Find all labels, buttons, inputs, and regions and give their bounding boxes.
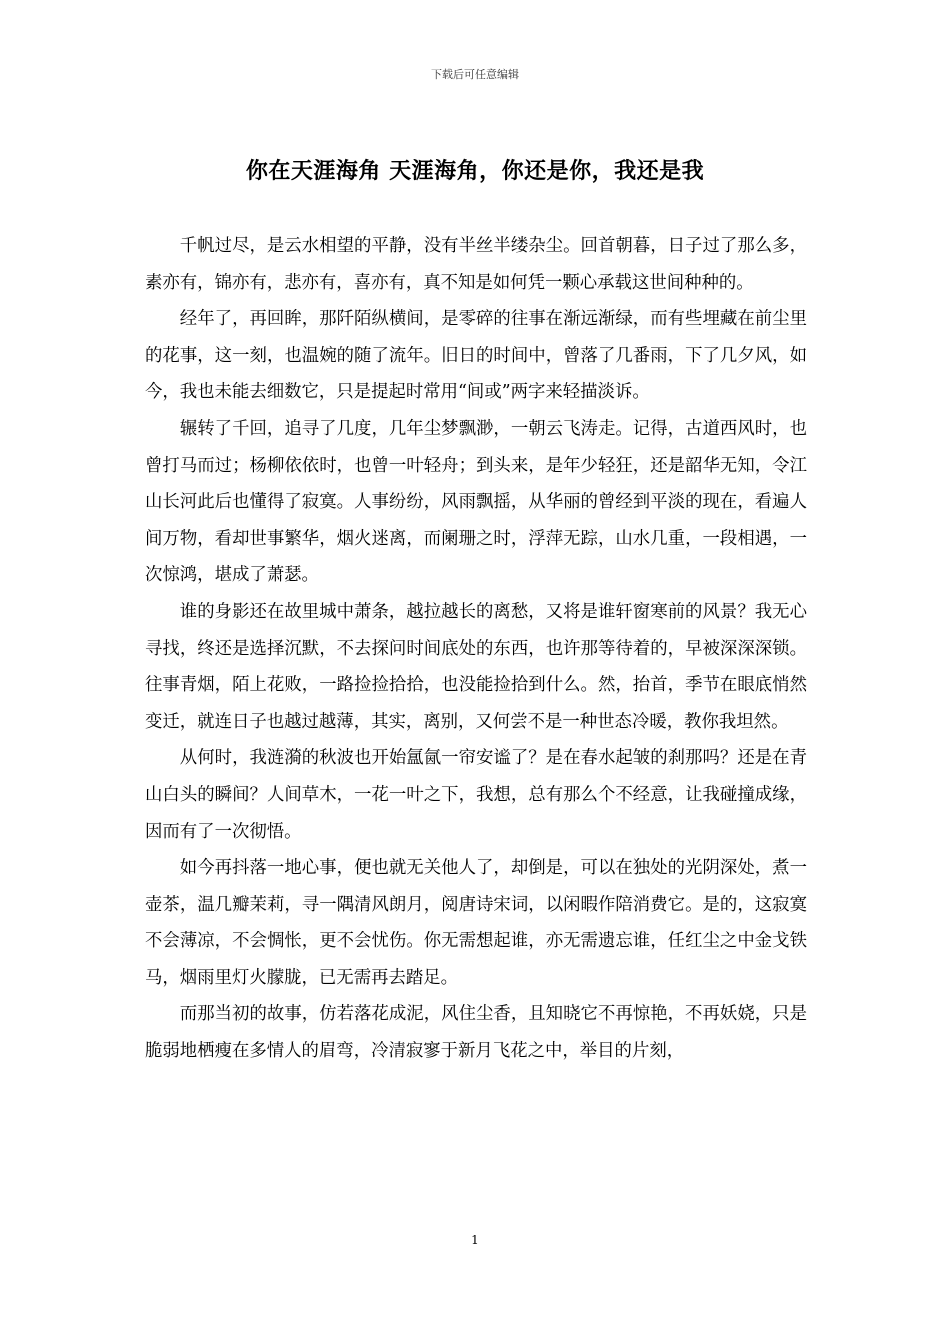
paragraph: 辗转了千回，追寻了几度，几年尘梦飘渺，一朝云飞涛走。记得，古道西风时，也曾打马而过；杨柳依依时，也曾一叶轻舟；到头来，是年少轻狂，还是韶华无知，令江山长河此后也懂得了寂寞。人事纷纷，风雨飘摇，从华丽的曾经到平淡的现在，看遍人间万物，看却世事繁华，烟火迷离，而阑珊之时，浮萍无踪，山水几重，一段相遇，一次惊鸿，堪成了萧瑟。 bbox=[145, 418, 807, 586]
paragraph: 从何时，我涟漪的秋波也开始氲氤一帘安谧了？是在春水起皱的刹那吗？还是在青山白头的瞬间？人间草木，一花一叶之下，我想，总有那么个不经意，让我碰撞成缘，因而有了一次彻悟。 bbox=[145, 748, 807, 842]
page-title: 你在天涯海角 天涯海角，你还是你，我还是我 bbox=[245, 158, 705, 184]
page-number: 1 bbox=[471, 1233, 479, 1247]
paragraph: 谁的身影还在故里城中萧条，越拉越长的离愁，又将是谁轩窗寒前的风景？我无心寻找，终还是选择沉默，不去探问时间底处的东西，也许那等待着的，早被深深深锁。往事青烟，陌上花败，一路捡捡拾拾，也没能捡拾到什么。然，抬首，季节在眼底悄然变迁，就连日子也越过越薄，其实，离别，又何尝不是一种世态冷暖，教你我坦然。 bbox=[145, 601, 807, 732]
paragraph: 如今再抖落一地心事，便也就无关他人了，却倒是，可以在独处的光阴深处，煮一壶茶，温几瓣茉莉，寻一隅清风朗月，阅唐诗宋词，以闲暇作陪消费它。是的，这寂寞不会薄凉，不会惆怅，更不会忧伤。你无需想起谁，亦无需遗忘谁，任红尘之中金戈铁马，烟雨里灯火朦胧，已无需再去踏足。 bbox=[145, 858, 807, 988]
article-body bbox=[145, 228, 807, 1070]
paragraph: 而那当初的故事，仿若落花成泥，风住尘香，且知晓它不再惊艳，不再妖娆，只是脆弱地栖瘦在多情人的眉弯，冷清寂寥于新月飞花之中，举目的片刻， bbox=[145, 1004, 807, 1062]
paragraph: 千帆过尽，是云水相望的平静，没有半丝半缕杂尘。回首朝暮，日子过了那么多，素亦有，锦亦有，悲亦有，喜亦有，真不知是如何凭一颗心承载这世间种种的。 bbox=[145, 236, 807, 293]
page-header-note: 下载后可任意编辑 bbox=[431, 68, 519, 81]
paragraph: 经年了，再回眸，那阡陌纵横间，是零碎的往事在渐远渐绿，而有些埋藏在前尘里的花事，这一刻，也温婉的随了流年。旧日的时间中，曾落了几番雨，下了几夕风，如今，我也未能去细数它，只是提起时常用“间或”两字来轻描淡诉。 bbox=[145, 309, 807, 403]
